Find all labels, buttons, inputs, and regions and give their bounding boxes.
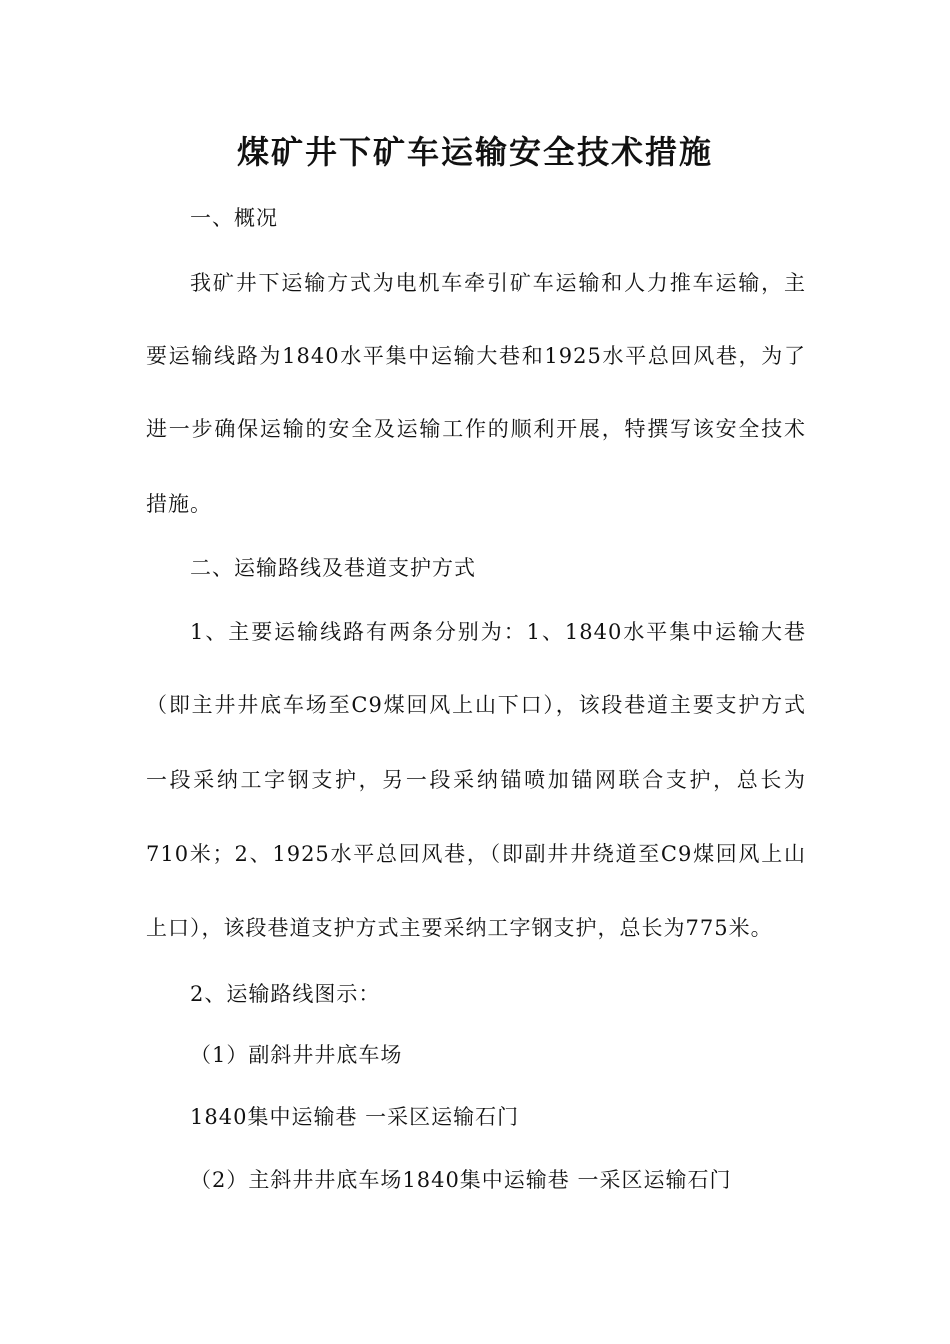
para2-line1: 1、主要运输线路有两条分别为：1、1840水平集中运输大巷: [190, 620, 806, 644]
para2-line2: （即主井井底车场至C9煤回风上山下口），该段巷道主要支护方式: [146, 693, 806, 717]
para1-line3: 进一步确保运输的安全及运输工作的顺利开展，特撰写该安全技术: [146, 417, 806, 441]
para1-line2: 要运输线路为1840水平集中运输大巷和1925水平总回风巷，为了: [146, 344, 806, 368]
para1-line4: 措施。: [146, 492, 212, 516]
para2-line5: 上口），该段巷道支护方式主要采纳工字钢支护，总长为775米。: [146, 916, 773, 940]
route-diagram-heading: 2、运输路线图示：: [190, 982, 381, 1006]
route-1-continuation: 1840集中运输巷 一采区运输石门: [190, 1105, 520, 1129]
para2-line3: 一段采纳工字钢支护，另一段采纳锚喷加锚网联合支护，总长为: [146, 768, 806, 792]
route-1: （1）副斜井井底车场: [190, 1043, 403, 1067]
route-2: （2）主斜井井底车场1840集中运输巷 一采区运输石门: [190, 1168, 732, 1192]
section-heading-routes: 二、运输路线及巷道支护方式: [190, 556, 476, 580]
para1-line1: 我矿井下运输方式为电机车牵引矿车运输和人力推车运输，主: [190, 271, 806, 295]
section-heading-overview: 一、概况: [190, 206, 278, 230]
para2-line4: 710米；2、1925水平总回风巷，（即副井井绕道至C9煤回风上山: [146, 842, 806, 866]
document-title: 煤矿井下矿车运输安全技术措施: [236, 133, 713, 171]
